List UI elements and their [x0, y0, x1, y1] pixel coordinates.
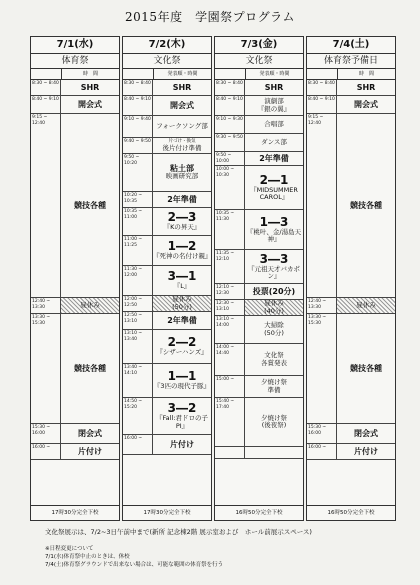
schedule-slot	[123, 312, 211, 330]
event-title: 投票(20分)	[252, 287, 296, 296]
event-title: 2―2	[167, 335, 197, 350]
day-type: 文化祭	[215, 54, 303, 69]
slot-time: 14:00 ~ 14:40	[215, 344, 245, 375]
event-title: 開会式	[354, 100, 378, 109]
slot-event	[337, 424, 395, 443]
day-column	[306, 36, 396, 521]
event-title: 3―2	[167, 401, 197, 415]
event-title: 文化祭	[264, 351, 284, 359]
slot-event	[245, 152, 303, 165]
schedule-slot	[307, 80, 395, 96]
event-title: 夕焼け祭	[261, 413, 287, 422]
slot-time: 11:35 ~ 12:10	[215, 250, 245, 283]
event-subtitle: 『シザーハンズ』	[156, 348, 208, 357]
day-type: 文化祭	[123, 54, 211, 69]
dismissal-time: 16時50分完全下校	[307, 505, 395, 520]
day-column	[214, 36, 304, 521]
schedule-slot	[215, 447, 303, 459]
slot-event	[61, 114, 119, 297]
column-subheader	[307, 69, 395, 80]
change-note-1: 7/1(水)体育祭中止のときは、休校	[45, 554, 130, 560]
slot-time: 9:15 ~ 12:40	[307, 114, 337, 297]
slot-event	[245, 300, 303, 315]
schedule-slot	[123, 330, 211, 364]
schedule-slot	[31, 424, 119, 444]
slot-time: 13:40 ~ 14:10	[123, 364, 153, 397]
slot-list	[215, 80, 303, 505]
slot-event	[153, 266, 211, 295]
slot-event	[337, 80, 395, 95]
slot-event	[245, 210, 303, 249]
slot-time: 15:00 ~	[215, 376, 245, 397]
change-title: ※日程変更について	[45, 546, 94, 552]
schedule-slot	[123, 266, 211, 296]
slot-time: 8:40 ~ 9:10	[31, 96, 61, 113]
event-title: SHR	[172, 83, 192, 92]
slot-list	[31, 80, 119, 505]
schedule-slot	[123, 138, 211, 154]
event-title: 開会式	[170, 101, 194, 110]
schedule-slot	[31, 444, 119, 460]
slot-event	[153, 435, 211, 454]
slot-event	[153, 236, 211, 265]
slot-time: 8:30 ~ 8:40	[215, 80, 245, 95]
slot-time: 8:30 ~ 8:40	[307, 80, 337, 95]
event-title: 夕焼け祭	[261, 378, 287, 386]
event-title: 1―1	[167, 369, 197, 384]
event-subtitle: (50分)	[264, 328, 284, 337]
schedule-slot	[215, 376, 303, 398]
column-subheader	[31, 69, 119, 80]
event-title: 大掃除	[264, 321, 284, 329]
slot-event	[245, 250, 303, 283]
day-type: 体育祭	[31, 54, 119, 69]
schedule-slot	[123, 364, 211, 398]
schedule-slot	[123, 296, 211, 312]
slot-event	[245, 376, 303, 397]
slot-time: 8:40 ~ 9:10	[307, 96, 337, 113]
event-subtitle: 『桃叶、金/湯島天神』	[246, 227, 302, 243]
dismissal-time: 17時30分完全下校	[31, 505, 119, 520]
slot-event	[153, 96, 211, 115]
slot-event	[153, 330, 211, 363]
slot-time: 9:15 ~ 12:40	[31, 114, 61, 297]
slot-time: 9:50 ~ 10:20	[123, 154, 153, 191]
slot-time: 8:40 ~ 9:10	[215, 96, 245, 115]
event-title: 競技各種	[74, 201, 106, 210]
slot-event	[337, 114, 395, 297]
slot-time: 9:50 ~ 10:00	[215, 152, 245, 165]
slot-time: 13:30 ~ 15:30	[307, 314, 337, 423]
schedule-slot	[31, 114, 119, 298]
schedule-slot	[307, 424, 395, 444]
event-title: 昼休み	[356, 300, 376, 309]
column-subheader	[215, 69, 303, 80]
slot-time: 12:40 ~ 13:30	[307, 298, 337, 313]
slot-time: 10:20 ~ 10:35	[123, 192, 153, 207]
event-title: 昼休み	[80, 300, 100, 309]
slot-time	[215, 447, 245, 458]
schedule-slot	[31, 80, 119, 96]
schedule-slot	[215, 398, 303, 447]
slot-list	[123, 80, 211, 505]
slot-time: 9:10 ~ 9:30	[215, 116, 245, 133]
schedule-slot	[215, 80, 303, 96]
event-title: 3―1	[167, 269, 197, 284]
slot-event	[245, 344, 303, 375]
slot-time: 13:10 ~ 13:40	[123, 330, 153, 363]
slot-event	[61, 424, 119, 443]
event-subtitle: 映画研究部	[165, 172, 199, 181]
event-subtitle: 後片付け準備	[162, 143, 202, 152]
slot-time: 12:10 ~ 12:30	[215, 284, 245, 299]
event-title: 競技各種	[74, 364, 106, 373]
event-title: 1―3	[259, 214, 289, 229]
slot-time: 15:30 ~ 16:00	[307, 424, 337, 443]
event-title: 片付け	[170, 440, 194, 449]
slot-time: 11:30 ~ 12:00	[123, 266, 153, 295]
event-title: 閉会式	[78, 429, 102, 438]
slot-time: 12:00 ~ 12:50	[123, 296, 153, 311]
day-date: 7/3(金)	[215, 37, 303, 54]
slot-time: 12:40 ~ 13:30	[31, 298, 61, 313]
slot-event	[245, 134, 303, 151]
slot-time: 13:30 ~ 15:30	[31, 314, 61, 423]
schedule-slot	[215, 134, 303, 152]
slot-time: 10:00 ~ 10:30	[215, 166, 245, 209]
slot-time: 15:30 ~ 16:00	[31, 424, 61, 443]
slot-event	[153, 208, 211, 235]
event-title: 2年準備	[167, 316, 197, 325]
slot-time: 11:00 ~ 11:25	[123, 236, 153, 265]
event-title: 競技各種	[350, 364, 382, 373]
schedule-slot	[215, 316, 303, 344]
slot-event	[337, 314, 395, 423]
slot-event	[61, 80, 119, 95]
slot-time: 10:35 ~ 11:00	[123, 208, 153, 235]
schedule-change-notes	[45, 545, 223, 569]
slot-event	[153, 296, 211, 311]
event-title: 競技各種	[350, 201, 382, 210]
event-title: 演劇部	[264, 97, 284, 105]
schedule-slot	[307, 114, 395, 298]
subheader-label: 発表順・時間	[167, 71, 198, 77]
slot-time: 8:30 ~ 8:40	[123, 80, 153, 95]
schedule-slot	[215, 250, 303, 284]
slot-event	[153, 138, 211, 153]
day-date: 7/2(木)	[123, 37, 211, 54]
event-title: SHR	[356, 83, 376, 92]
slot-list	[307, 80, 395, 505]
event-title: 2―3	[167, 210, 197, 225]
slot-event	[245, 447, 303, 458]
schedule-slot	[307, 96, 395, 114]
schedule-slot	[123, 116, 211, 138]
schedule-slot	[123, 208, 211, 236]
slot-event	[245, 316, 303, 343]
slot-event	[245, 80, 303, 95]
day-type: 体育祭予備日	[307, 54, 395, 69]
event-subtitle: 『元祖天才バカボン』	[248, 264, 300, 280]
schedule-slot	[215, 152, 303, 166]
event-subtitle: (40分)	[264, 306, 284, 315]
schedule-slot	[307, 314, 395, 424]
slot-event	[61, 314, 119, 423]
event-subtitle: 『銀の翼』	[257, 104, 291, 113]
event-title: 2年準備	[167, 195, 197, 204]
slot-time: 15:40 ~ 17:40	[215, 398, 245, 446]
schedule-slot	[215, 300, 303, 316]
slot-time: 12:30 ~ 13:10	[215, 300, 245, 315]
event-title: フォークソング部	[156, 121, 208, 130]
slot-event	[61, 96, 119, 113]
column-subheader	[123, 69, 211, 80]
schedule-slot	[123, 80, 211, 96]
slot-event	[153, 312, 211, 329]
slot-time: 9:10 ~ 9:40	[123, 116, 153, 137]
slot-time: 10:35 ~ 11:30	[215, 210, 245, 249]
schedule-slot	[215, 210, 303, 250]
schedule-slot	[31, 298, 119, 314]
event-title: 昼休み	[264, 300, 284, 307]
slot-event	[153, 154, 211, 191]
slot-time: 16:00 ~	[31, 444, 61, 459]
slot-event	[245, 398, 303, 446]
event-subtitle: 『L』	[173, 282, 191, 291]
event-title: 片付け	[78, 447, 102, 456]
slot-time: 9:40 ~ 9:50	[123, 138, 153, 153]
slot-event	[153, 398, 211, 434]
event-title: 閉会式	[354, 429, 378, 438]
slot-time: 14:50 ~ 15:20	[123, 398, 153, 434]
slot-event	[153, 192, 211, 207]
event-title: 1―2	[167, 239, 197, 254]
event-title: 2年準備	[259, 154, 289, 163]
subheader-label: 発表順・時間	[259, 71, 290, 77]
event-subtitle: 準備	[267, 385, 281, 394]
day-column	[122, 36, 212, 521]
slot-event	[153, 116, 211, 137]
day-column	[30, 36, 120, 521]
schedule-slot	[307, 444, 395, 460]
event-title: ダンス部	[261, 137, 287, 146]
schedule-slot	[31, 314, 119, 424]
slot-time: 8:30 ~ 8:40	[31, 80, 61, 95]
schedule-slot	[123, 236, 211, 266]
schedule-slot	[123, 398, 211, 435]
schedule-slot	[215, 284, 303, 300]
event-title: 開会式	[78, 100, 102, 109]
slot-time: 16:00 ~	[123, 435, 153, 454]
subheader-label: 時 間	[358, 71, 374, 77]
event-title: SHR	[80, 83, 100, 92]
slot-time: 8:40 ~ 9:10	[123, 96, 153, 115]
slot-event	[337, 96, 395, 113]
slot-event	[337, 444, 395, 459]
slot-event	[245, 284, 303, 299]
slot-event	[61, 298, 119, 313]
event-title: 片付け	[354, 447, 378, 456]
schedule-slot	[123, 154, 211, 192]
event-title: 片づけ・換気	[168, 139, 196, 144]
slot-event	[153, 364, 211, 397]
change-note-2: 7/4(土)体育祭グラウンドで出来ない場合は、可能な範囲の体育祭を行う	[45, 562, 224, 568]
event-subtitle: 『3匹の現代子豚』	[153, 382, 211, 391]
event-subtitle: 各賞発表	[261, 358, 287, 367]
event-title: 昼休み	[172, 296, 192, 303]
event-title: 粘土部	[170, 164, 194, 174]
event-title: 合唱部	[264, 119, 284, 128]
event-subtitle: (後夜祭)	[261, 421, 287, 429]
event-title: 3―3	[259, 251, 289, 266]
schedule-slot	[215, 96, 303, 116]
event-subtitle: (50分)	[172, 302, 192, 311]
event-subtitle: 『Kの昇天』	[163, 223, 201, 232]
slot-time: 12:50 ~ 13:10	[123, 312, 153, 329]
slot-time: 9:30 ~ 9:50	[215, 134, 245, 151]
schedule-slot	[123, 96, 211, 116]
day-date: 7/4(土)	[307, 37, 395, 54]
dismissal-time: 17時30分完全下校	[123, 505, 211, 520]
slot-time: 13:10 ~ 14:00	[215, 316, 245, 343]
schedule-slot	[31, 96, 119, 114]
slot-event	[61, 444, 119, 459]
schedule-slot	[215, 116, 303, 134]
schedule-slot	[307, 298, 395, 314]
event-subtitle: 『MIDSUMMER CAROL』	[250, 185, 298, 201]
event-title: SHR	[264, 83, 284, 92]
event-subtitle: 『死神の名付け親』	[153, 252, 211, 261]
schedule-slot	[215, 166, 303, 210]
exhibit-note: 文化祭展示は、7/2~3日午前中まで(新所 記念棟2階 展示室および ホール前展示スペース)	[45, 528, 312, 536]
page-title: 2015年度 学園祭プログラム	[125, 10, 295, 24]
slot-event	[337, 298, 395, 313]
schedule-slot	[123, 192, 211, 208]
slot-event	[245, 166, 303, 209]
schedule-slot	[123, 435, 211, 455]
day-date: 7/1(水)	[31, 37, 119, 54]
dismissal-time: 16時50分完全下校	[215, 505, 303, 520]
event-title: 2―1	[259, 172, 289, 187]
slot-event	[245, 116, 303, 133]
event-subtitle: 『Fall:君ドロの子PI』	[156, 414, 208, 430]
slot-time: 16:00 ~	[307, 444, 337, 459]
subheader-label: 時 間	[82, 71, 98, 77]
slot-event	[153, 80, 211, 95]
schedule-slot	[215, 344, 303, 376]
slot-event	[245, 96, 303, 115]
